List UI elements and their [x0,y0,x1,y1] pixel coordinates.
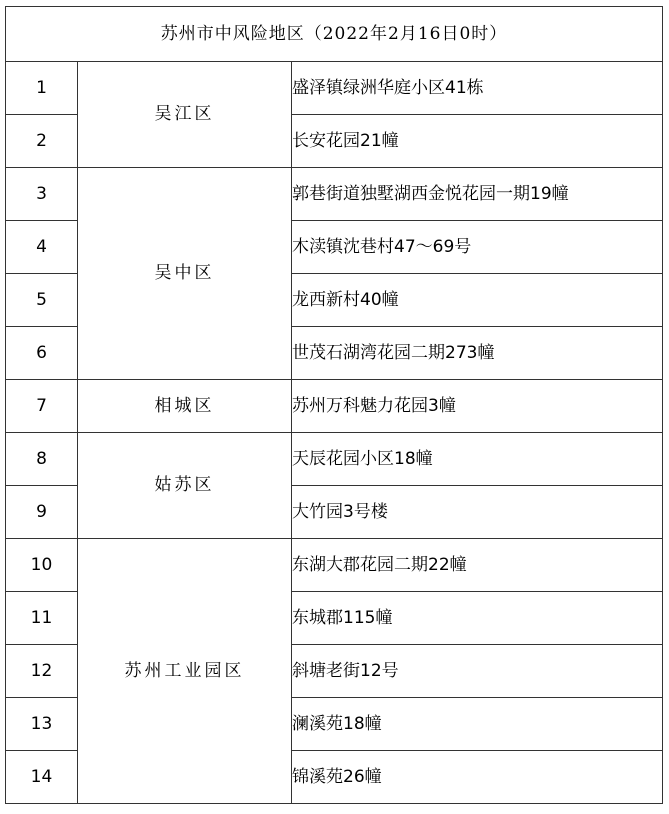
table-body [6,62,663,804]
row-number: 7 [6,380,78,433]
district-cell: 吴中区 [78,168,292,380]
row-number: 10 [6,539,78,592]
row-number: 2 [6,115,78,168]
table-row [6,168,663,221]
district-cell: 姑苏区 [78,433,292,539]
table-row [6,380,663,433]
row-number: 1 [6,62,78,115]
table-row [6,539,663,592]
place-cell: 龙西新村40幢 [292,274,663,327]
table-row [6,62,663,115]
table-title-row [6,7,663,62]
place-cell: 盛泽镇绿洲华庭小区41栋 [292,62,663,115]
row-number: 4 [6,221,78,274]
place-cell: 东湖大郡花园二期22幢 [292,539,663,592]
place-cell: 世茂石湖湾花园二期273幢 [292,327,663,380]
table-title: 苏州市中风险地区（2022年2月16日0时） [6,7,663,62]
table-row [6,433,663,486]
row-number: 14 [6,751,78,804]
place-cell: 澜溪苑18幢 [292,698,663,751]
place-cell: 天辰花园小区18幢 [292,433,663,486]
district-cell: 相城区 [78,380,292,433]
row-number: 12 [6,645,78,698]
place-cell: 斜塘老街12号 [292,645,663,698]
place-cell: 郭巷街道独墅湖西金悦花园一期19幢 [292,168,663,221]
row-number: 13 [6,698,78,751]
district-cell: 苏州工业园区 [78,539,292,804]
row-number: 8 [6,433,78,486]
place-cell: 木渎镇沈巷村47～69号 [292,221,663,274]
row-number: 5 [6,274,78,327]
place-cell: 锦溪苑26幢 [292,751,663,804]
row-number: 11 [6,592,78,645]
place-cell: 苏州万科魅力花园3幢 [292,380,663,433]
district-cell: 吴江区 [78,62,292,168]
row-number: 6 [6,327,78,380]
risk-area-table [5,6,663,804]
place-cell: 东城郡115幢 [292,592,663,645]
place-cell: 大竹园3号楼 [292,486,663,539]
row-number: 9 [6,486,78,539]
place-cell: 长安花园21幢 [292,115,663,168]
row-number: 3 [6,168,78,221]
